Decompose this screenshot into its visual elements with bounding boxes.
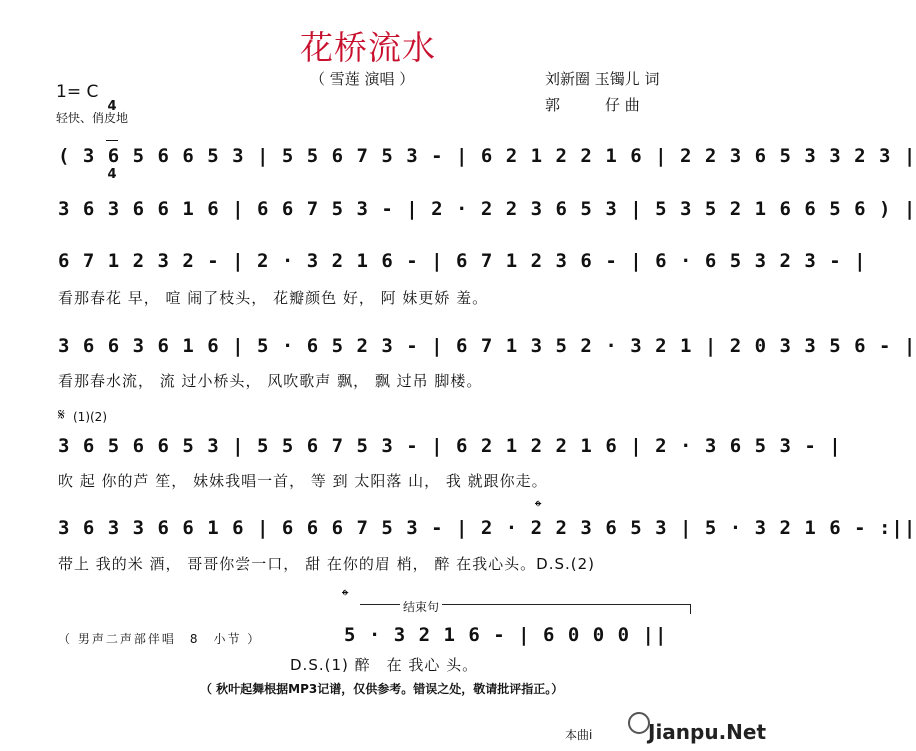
time-signature-divider <box>106 140 118 141</box>
score-line-2: 3 6 3 6 6 1 6 | 6 6 7 5 3 - | 2 · 2 2 3 6 5 3 | 5 3 5 2 1 6 6 5 6 ) | <box>58 198 916 220</box>
score-line-1: ( 3 6 5 6 6 5 3 | 5 5 6 7 5 3 - | 6 2 1 2 2 1 6 | 2 2 3 6 5 3 3 2 3 | <box>58 145 916 167</box>
score-line-6: 3 6 3 3 6 6 1 6 | 6 6 6 7 5 3 - | 2 · 2 2 3 6 5 3 | 5 · 3 2 1 6 - :|| <box>58 517 916 539</box>
lyrics-line-4: 看那春水流， 流 过小桥头， 风吹歌声 飘， 飘 过吊 脚楼。 <box>58 372 483 390</box>
brand-watermark: Jianpu.Net <box>648 720 767 744</box>
ending-score-line: 5 · 3 2 1 6 - | 6 0 0 0 || <box>344 624 668 646</box>
time-signature <box>106 74 118 194</box>
ending-lyrics: D.S.(1) 醉 在 我心 头。 <box>290 656 479 674</box>
tempo-marking: 轻快、俏皮地 <box>56 111 129 125</box>
coda-sign-ending: 𝄌 <box>342 586 349 607</box>
performer-subtitle: （ 雪莲 演唱 ） <box>310 70 415 88</box>
song-title: 花桥流水 <box>300 28 436 67</box>
score-line-4: 3 6 6 3 6 1 6 | 5 · 6 5 2 3 - | 6 7 1 3 5 2 · 3 2 1 | 2 0 3 3 5 6 - | <box>58 335 916 357</box>
accompaniment-note: （ 男声二声部伴唱 8 小节 ） <box>58 632 262 646</box>
footer-note: （ 秋叶起舞根据MP3记谱，仅供参考。错误之处，敬请批评指正。） <box>200 682 564 696</box>
time-signature-bottom: 4 <box>107 167 117 182</box>
segno-repeat-label: (1)(2) <box>73 410 107 424</box>
key-signature: 1= C <box>56 82 99 102</box>
lyrics-line-5: 吹 起 你的芦 笙， 妹妹我唱一首， 等 到 太阳落 山， 我 就跟你走。 <box>58 472 548 490</box>
ending-bracket-end <box>690 604 691 614</box>
time-signature-top: 4 <box>107 99 117 114</box>
ending-label: 结束句 <box>400 598 442 615</box>
score-line-3: 6 7 1 2 3 2 - | 2 · 3 2 1 6 - | 6 7 1 2 3 6 - | 6 · 6 5 3 2 3 - | <box>58 250 867 272</box>
bottom-left-text: 本曲i <box>565 728 593 742</box>
lyricist-credit: 刘新圈 玉镯儿 词 <box>545 70 660 88</box>
segno-sign: 𝄋 <box>58 405 65 424</box>
logo-icon <box>628 712 650 734</box>
lyrics-line-3: 看那春花 早， 喧 闹了枝头， 花瓣颜色 好， 阿 妹更娇 羞。 <box>58 289 489 307</box>
score-line-5: 3 6 5 6 6 5 3 | 5 5 6 7 5 3 - | 6 2 1 2 2 1 6 | 2 · 3 6 5 3 - | <box>58 435 842 457</box>
lyrics-line-6: 带上 我的米 酒， 哥哥你尝一口， 甜 在你的眉 梢， 醉 在我心头。D.S.(2) <box>58 555 596 573</box>
coda-sign: 𝄌 <box>535 497 542 518</box>
composer-credit: 郭 仔 曲 <box>545 96 640 114</box>
